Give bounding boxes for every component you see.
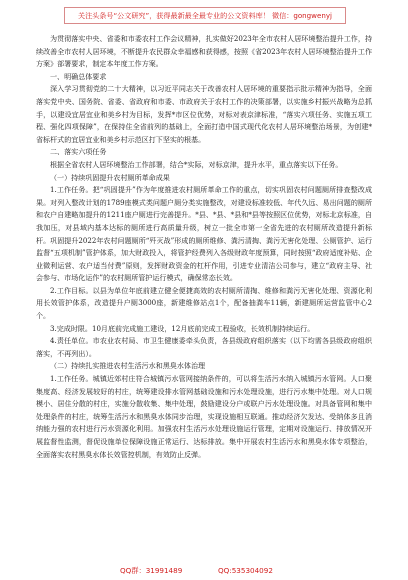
intro-paragraph-1: 为贯彻落实中央、省委和市委农村工作会议精神，扎实做好2023年全市农村人居环境整治提升工作，持续改善全市农村人居环境，不断提升农民群众幸福感和获得感，按照《省2023年农村人居环境整治提升工作方案》部署要求，制定本年度工作方案。 [36, 34, 372, 69]
intro-paragraph-3: 根据全省农村人居环境整治工作部署，结合*实际，对标京津，提升水平，重点落实以下任务。 [50, 159, 343, 169]
qq-number: QQ:535304092 [218, 566, 273, 575]
section-heading-2: 二、落实六项任务 [50, 147, 107, 157]
promo-banner: 关注头条号“公文研究”，获得最新最全最专业的公文资料库！ 微信：gongwenyj [64, 7, 346, 24]
subsection-heading-2: （二）持续扎实推进农村生活污水和黑臭水体治理 [50, 361, 206, 371]
document-body [36, 33, 372, 558]
section-heading-1: 一、明确总体要求 [50, 71, 107, 81]
subsection-heading-1: （一）持续巩固提升农村厕所革命成果 [50, 172, 170, 182]
contact-footer [0, 565, 408, 577]
task-paragraph-2: 2.工作目标。以县为单位年底前建立健全便捷高效的农村厕所清掏、维修和粪污无害化处理、资源化利用长效管护体系，改造提升户厕3000座，新建维修站点1个，配备抽粪车11辆，新建厕所运营监管中心2个。 [36, 285, 372, 321]
task-paragraph-3: 3.完成时限。10月底前完成施工建设，12月底前完成工程验收，长效机制持续运行。 [50, 323, 315, 333]
intro-paragraph-2: 深入学习贯彻党的二十大精神，以习近平同志关于改善农村人居环境的重要指示批示精神为指导，全面落实党中央、国务院、省委、省政府和市委、市政府关于农村工作的决策部署，以实施乡村振兴战略为总抓手，以建设宜居宜业和美乡村为目标，发挥*市区位优势，对标对表京津标准，“落实六项任务、实施五项工程、强化四项保障”，在保持住全省前列的基础上，全面打造中国式现代化农村人居环境整治场景，为创建*省标杆式的宜居宜业和美乡村示范区打下坚实的根基。 [36, 84, 372, 144]
qq-group-number: QQ群：31991489 [120, 566, 183, 575]
task-paragraph-5: 1.工作任务。城镇近郊村庄符合城镇污水管网接纳条件的，可以将生活污水纳入城镇污水管网。人口聚集度高、经济发展较好的村庄，统筹建设排水管网基础设施和污水处理设施，进行污水集中处理。对人口规模小、居住分散的村庄，实施分散收集、集中处理，鼓励建设分户或联户污水处理设施。对具备管网和集中处理条件的村庄，统筹生活污水和黑臭水体同步治理，实现设施相互联通。推动经济欠发达、受纳体多且消纳能力强的农村进行污水资源化利用。加强农村生活污水处理设施运行管理，定期对设施运行、排放情况开展监督性监测，督促设施单位保障设施正常运行、达标排放。集中开展农村生活污水和黑臭水体专项整治，全面落实农村黑臭水体长效管控机制，有效防止反弹。 [36, 374, 372, 459]
task-paragraph-4: 4.责任单位。市农业农村局、市卫生健康委牵头负责，各县级政府组织落实（以下均需各县级政府组织落实，不再列出）。 [36, 336, 372, 358]
task-paragraph-1: 1.工作任务。把“巩固提升”作为年度推进农村厕所革命工作的重点，切实巩固农村问题厕所排查整改成果。对列入整改计划的1789座模式类问题户厕分类实施整改，对建设标准较低、年代久远、易出问题的厕所和农户自建略加提升的1211座户厕进行完善提升。*县、*县、*县和*县等按照区位优势，对标北京标准，自我加压，对县域内基本达标的厕所进行高质量升级，树立一批全市第一全省先进的农村厕所改造提升新标杆。巩固提升2022年农村问题厕所“歼灭战”形成的厕所维修、粪污清掏、粪污无害化处理、公厕管护、运行监督“五项机制”管护体系，加大财政投入，将管护经费列入各级财政年度预算，同时按照“政府适度补贴、企业微利运营、农户适当付费”原则，发挥财政资金的杠杆作用，引进专业清洁公司参与，建立“政府主导、社会参与、市场化运作”的农村厕所管护运行模式，确保常态长效。 [36, 185, 372, 283]
